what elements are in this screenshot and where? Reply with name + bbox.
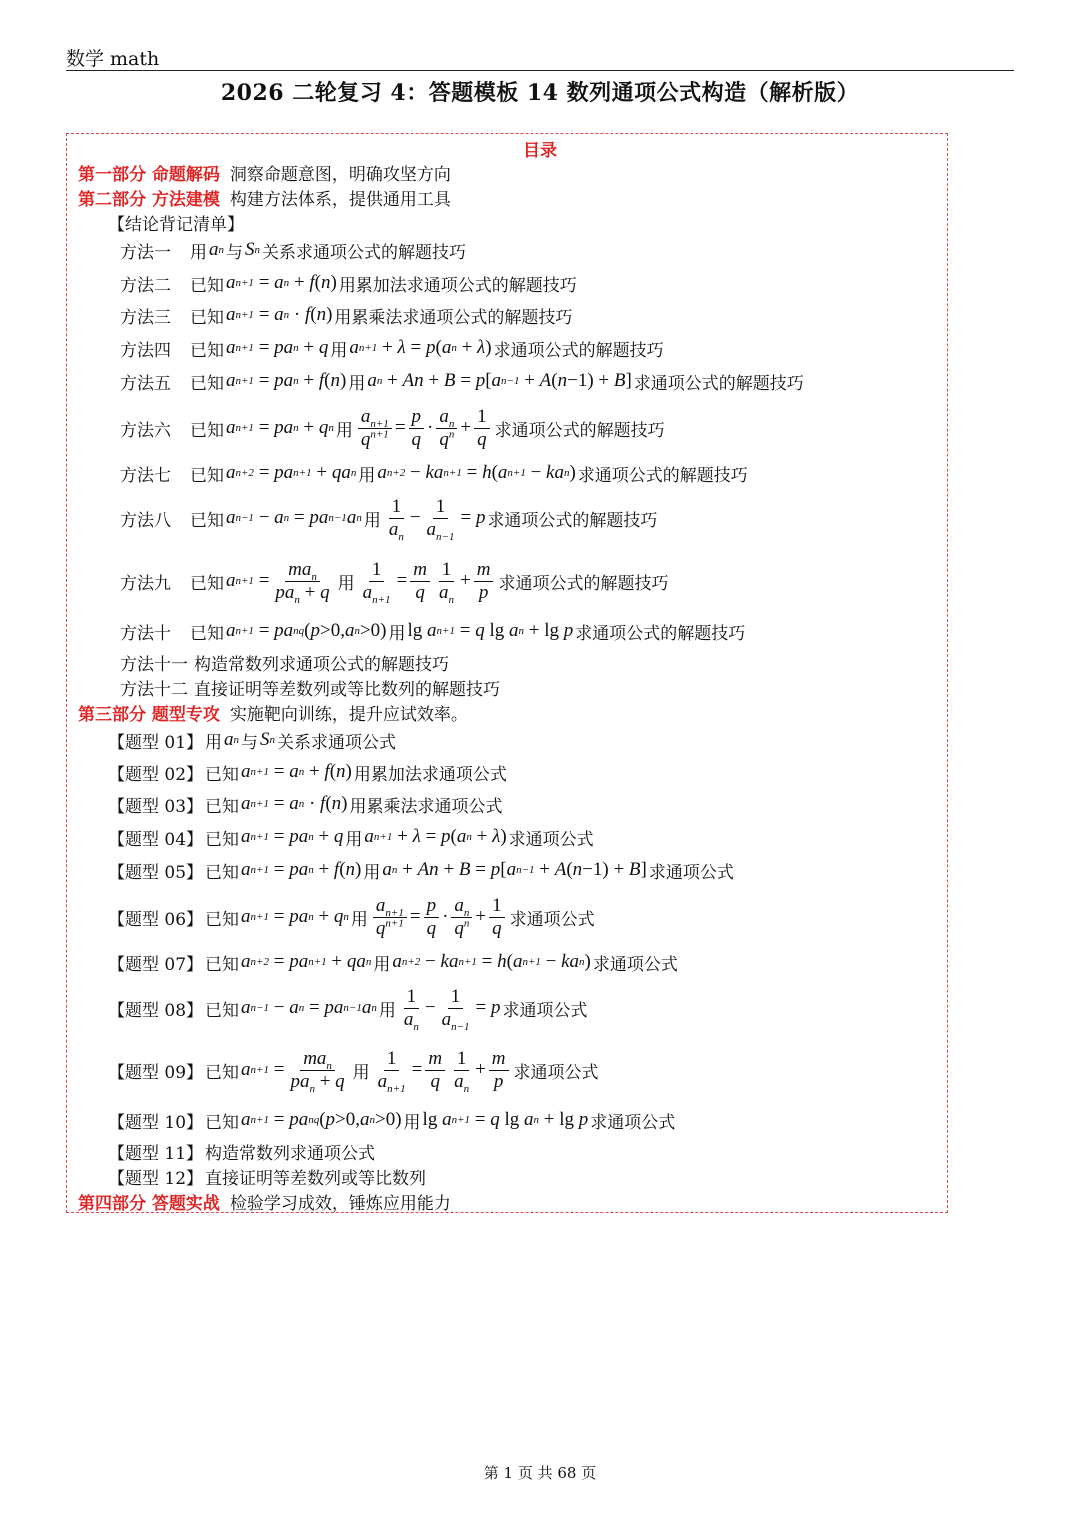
toc-method-1[interactable]: 方法一 用 a n 与 S n 关系求通项公式的解题技巧 xyxy=(120,239,466,263)
toc-type-03[interactable]: 【题型 03】 已知 a n+1 = a n · f ( n ) 用累乘法求通项公式 xyxy=(108,793,503,817)
checklist-label: 【结论背记清单】 xyxy=(108,214,244,235)
toc-type-10[interactable]: 【题型 10】 已知 a n+1 = pa n q ( p >0, a n >0) 用 lg a n+1 = q lg a n + lg p 求通项公式 xyxy=(108,1109,676,1133)
part3-desc: 实施靶向训练，提升应试效率。 xyxy=(229,704,468,725)
part4-desc: 检验学习成效，锤炼应用能力 xyxy=(229,1193,451,1214)
toc-method-7[interactable]: 方法七 已知 a n+2 = pa n+1 + qa n 用 a n+2 − ka n+1 = h ( a n+1 − ka n ) 求通项公式的解题技巧 xyxy=(120,462,748,486)
toc-type-08[interactable]: 【题型 08】 已知 a n−1 − a n = pa n−1 a n 用 $\frac{1}{a_n}$ − $\frac{1}{a_{n-1}}$ = p 求通项公式 xyxy=(108,985,588,1033)
part3-name: 第三部分 题型专攻 xyxy=(78,704,220,725)
toc-type-02[interactable]: 【题型 02】 已知 a n+1 = a n + f ( n ) 用累加法求通项公式 xyxy=(108,761,507,785)
toc-title: 目录 xyxy=(523,141,557,161)
part1-name: 第一部分 命题解码 xyxy=(78,164,220,185)
toc-method-2[interactable]: 方法二 已知 a n+1 = a n + f ( n ) 用累加法求通项公式的解题技巧 xyxy=(120,272,577,296)
part1-desc: 洞察命题意图，明确攻坚方向 xyxy=(229,164,451,185)
toc-type-05[interactable]: 【题型 05】 已知 a n+1 = pa n + f ( n ) 用 a n + An + B = p [ a n−1 + A ( n −1) + B ] 求通项公式 xyxy=(108,859,734,883)
toc-type-07[interactable]: 【题型 07】 已知 a n+2 = pa n+1 + qa n 用 a n+2 − ka n+1 = h ( a n+1 − ka n ) 求通项公式 xyxy=(108,951,678,975)
header-divider xyxy=(66,70,1014,71)
toc-type-06[interactable]: 【题型 06】 已知 a n+1 = pa n + q n 用 $\frac{a_{n+1}}{q^{n+1}}$ = $\frac{p}{q}$ · $\frac{a_n}{q^n}$ + $\frac{1}{q}$ 求通项公式 xyxy=(108,894,595,939)
toc-checklist[interactable] xyxy=(108,207,244,237)
toc-method-4[interactable]: 方法四 已知 a n+1 = pa n + q 用 a n+1 + λ = p ( a n + λ ) 求通项公式的解题技巧 xyxy=(120,337,664,361)
toc-method-8[interactable]: 方法八 已知 a n−1 − a n = pa n−1 a n 用 $\frac{1}{a_n}$ − $\frac{1}{a_{n-1}}$ = p 求通项公式的解题技巧 xyxy=(120,495,658,543)
toc-type-04[interactable]: 【题型 04】 已知 a n+1 = pa n + q 用 a n+1 + λ = p ( a n + λ ) 求通项公式 xyxy=(108,826,594,850)
toc-type-01[interactable]: 【题型 01】 用 a n 与 S n 关系求通项公式 xyxy=(108,729,397,753)
part4-name: 第四部分 答题实战 xyxy=(78,1193,220,1214)
part2-desc: 构建方法体系，提供通用工具 xyxy=(229,189,451,210)
toc-method-5[interactable]: 方法五 已知 a n+1 = pa n + f ( n ) 用 a n + An + B = p [ a n−1 + A ( n −1) + B ] 求通项公式的解题技巧 xyxy=(120,370,804,394)
toc-part4[interactable] xyxy=(78,1186,451,1216)
part2-name: 第二部分 方法建模 xyxy=(78,189,220,210)
toc-method-12[interactable]: 方法十二 直接证明等差数列或等比数列的解题技巧 xyxy=(120,679,500,700)
toc-method-10[interactable]: 方法十 已知 a n+1 = pa n q ( p >0, a n >0) 用 lg a n+1 = q lg a n + lg p 求通项公式的解题技巧 xyxy=(120,620,746,644)
toc-type-11[interactable]: 【题型 11】 构造常数列求通项公式 xyxy=(108,1143,376,1164)
toc-method-11[interactable]: 方法十一 构造常数列求通项公式的解题技巧 xyxy=(120,654,449,675)
page-number: 第 1 页 共 68 页 xyxy=(483,1464,597,1482)
toc-method-9[interactable]: 方法九 已知 a n+1 = $\frac{ma_n}{pa_n + q}$ 用 $\frac{1}{a_{n+1}}$ = $\frac{m}{q}$ $\frac{1}{a_n}$ + $\frac{m}{p}$ 求通项公式的解题技巧 xyxy=(120,558,669,606)
header-subject: 数学 math xyxy=(66,48,160,70)
toc-method-3[interactable]: 方法三 已知 a n+1 = a n · f ( n ) 用累乘法求通项公式的解题技巧 xyxy=(120,304,573,328)
toc-type-12[interactable]: 【题型 12】 直接证明等差数列或等比数列 xyxy=(108,1168,427,1189)
toc-part3[interactable] xyxy=(78,697,468,727)
toc-type-09[interactable]: 【题型 09】 已知 a n+1 = $\frac{ma_n}{pa_n + q}$ 用 $\frac{1}{a_{n+1}}$ = $\frac{m}{q}$ $\frac{1}{a_n}$ + $\frac{m}{p}$ 求通项公式 xyxy=(108,1047,599,1095)
page-title: 2026 二轮复习 4：答题模板 14 数列通项公式构造（解析版） xyxy=(220,80,860,106)
toc-method-6[interactable]: 方法六 已知 a n+1 = pa n + q n 用 $\frac{a_{n+1}}{q^{n+1}}$ = $\frac{p}{q}$ · $\frac{a_n}{q^n}$ + $\frac{1}{q}$ 求通项公式的解题技巧 xyxy=(120,405,665,450)
